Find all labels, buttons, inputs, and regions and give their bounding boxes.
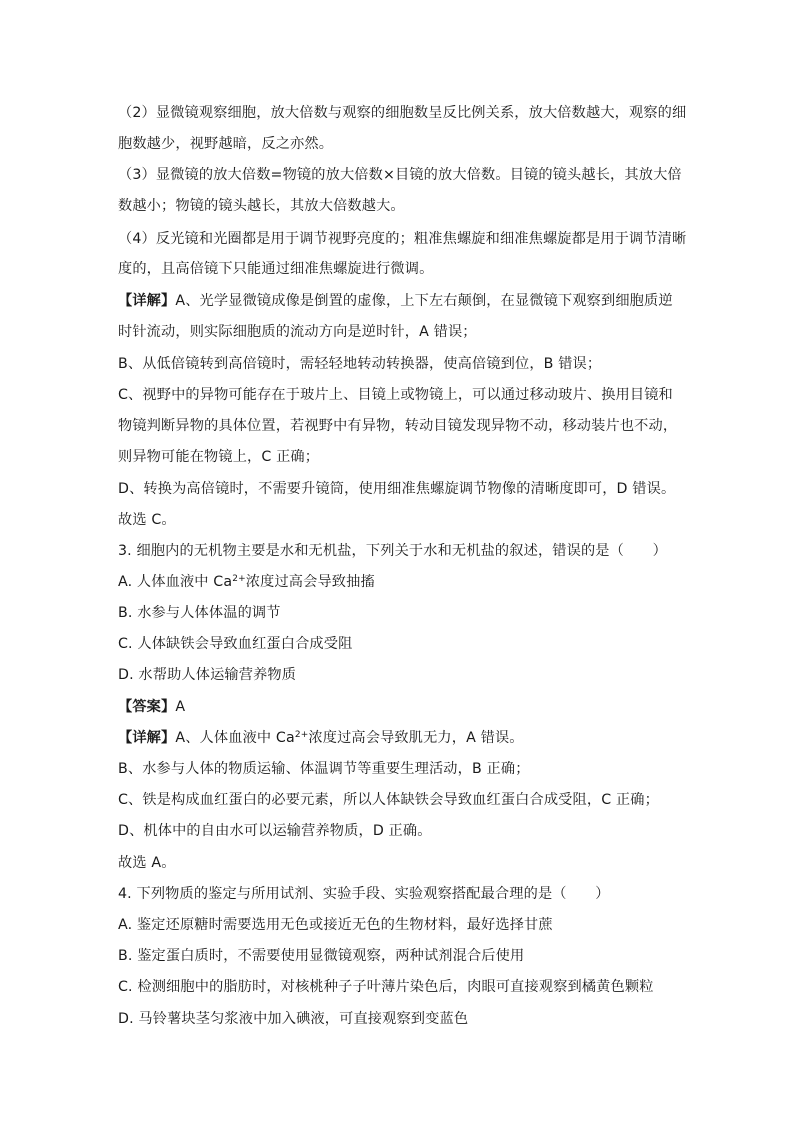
- question-3-option-a: [118, 572, 375, 592]
- text-line: D、机体中的自由水可以运输营养物质，D 正确。: [118, 823, 432, 839]
- detail-text: 浓度过高会导致肌无力，A 错误。: [308, 730, 524, 746]
- text-line: 故选 C。: [118, 512, 176, 528]
- answer-line: [118, 697, 185, 717]
- answer-value: A: [175, 699, 186, 715]
- text-line: 数越小；物镜的镜头越长，其放大倍数越大。: [118, 198, 405, 214]
- text-line: D、转换为高倍镜时，不需要升镜筒，使用细准焦螺旋调节物像的清晰度即可，D 错误。: [118, 481, 676, 497]
- detail-text: A、光学显微镜成像是倒置的虚像，上下左右颠倒，在显微镜下观察到细胞质逆: [175, 293, 673, 309]
- text-line: 则异物可能在物镜上，C 正确；: [118, 449, 320, 465]
- text-line: 胞数越少，视野越暗，反之亦然。: [118, 136, 334, 152]
- text-line: （4）反光镜和光圈都是用于调节视野亮度的；粗准焦螺旋和细准焦螺旋都是用于调节清晰: [118, 231, 687, 247]
- detail-label: 【详解】: [118, 293, 176, 309]
- question-3-stem: 3. 细胞内的无机物主要是水和无机盐，下列关于水和无机盐的叙述，错误的是（ ）: [118, 543, 667, 559]
- question-4-option-b: B. 鉴定蛋白质时，不需要使用显微镜观察，两种试剂混合后使用: [118, 948, 525, 964]
- ion-charge: 2+: [232, 574, 246, 584]
- text-line: B、水参与人体的物质运输、体温调节等重要生理活动，B 正确；: [118, 761, 530, 777]
- option-text: 浓度过高会导致抽搐: [245, 574, 375, 590]
- text-line: （2）显微镜观察细胞，放大倍数与观察的细胞数呈反比例关系，放大倍数越大，观察的细: [118, 105, 687, 121]
- question-4-stem: 4. 下列物质的鉴定与所用试剂、实验手段、实验观察搭配最合理的是（ ）: [118, 886, 610, 902]
- text-line: C、铁是构成血红蛋白的必要元素，所以人体缺铁会导致血红蛋白合成受阻，C 正确；: [118, 792, 659, 808]
- text-line: C、视野中的异物可能存在于玻片上、目镜上或物镜上，可以通过移动玻片、换用目镜和: [118, 387, 673, 403]
- question-4-option-d: D. 马铃薯块茎匀浆液中加入碘液，可直接观察到变蓝色: [118, 1011, 469, 1027]
- option-text: A. 人体血液中 Ca: [118, 574, 233, 590]
- ion-charge: 2+: [294, 730, 309, 740]
- answer-label: 【答案】: [118, 699, 176, 715]
- detail-label: 【详解】: [118, 730, 176, 746]
- question-4-option-a: A. 鉴定还原糖时需要选用无色或接近无色的生物材料，最好选择甘蔗: [118, 917, 553, 933]
- text-line: 故选 A。: [118, 855, 176, 871]
- question-3-option-b: B. 水参与人体体温的调节: [118, 605, 281, 621]
- detail-line: [118, 728, 524, 748]
- question-4-option-c: C. 检测细胞中的脂肪时，对核桃种子子叶薄片染色后，肉眼可直接观察到橘黄色颗粒: [118, 979, 654, 995]
- text-line: B、从低倍镜转到高倍镜时，需轻轻地转动转换器，使高倍镜到位，B 错误；: [118, 356, 602, 372]
- text-line: 度的，且高倍镜下只能通过细准焦螺旋进行微调。: [118, 261, 434, 277]
- detail-line: [118, 291, 673, 311]
- text-line: 物镜判断异物的具体位置，若视野中有异物，转动目镜发现异物不动，移动装片也不动，: [118, 418, 678, 434]
- detail-text: A、人体血液中 Ca: [175, 730, 295, 746]
- question-3-option-d: D. 水帮助人体运输营养物质: [118, 667, 297, 683]
- text-line: （3）显微镜的放大倍数=物镜的放大倍数×目镜的放大倍数。目镜的镜头越长，其放大倍: [118, 167, 682, 183]
- question-3-option-c: C. 人体缺铁会导致血红蛋白合成受阻: [118, 636, 353, 652]
- text-line: 时针流动，则实际细胞质的流动方向是逆时针，A 错误；: [118, 324, 477, 340]
